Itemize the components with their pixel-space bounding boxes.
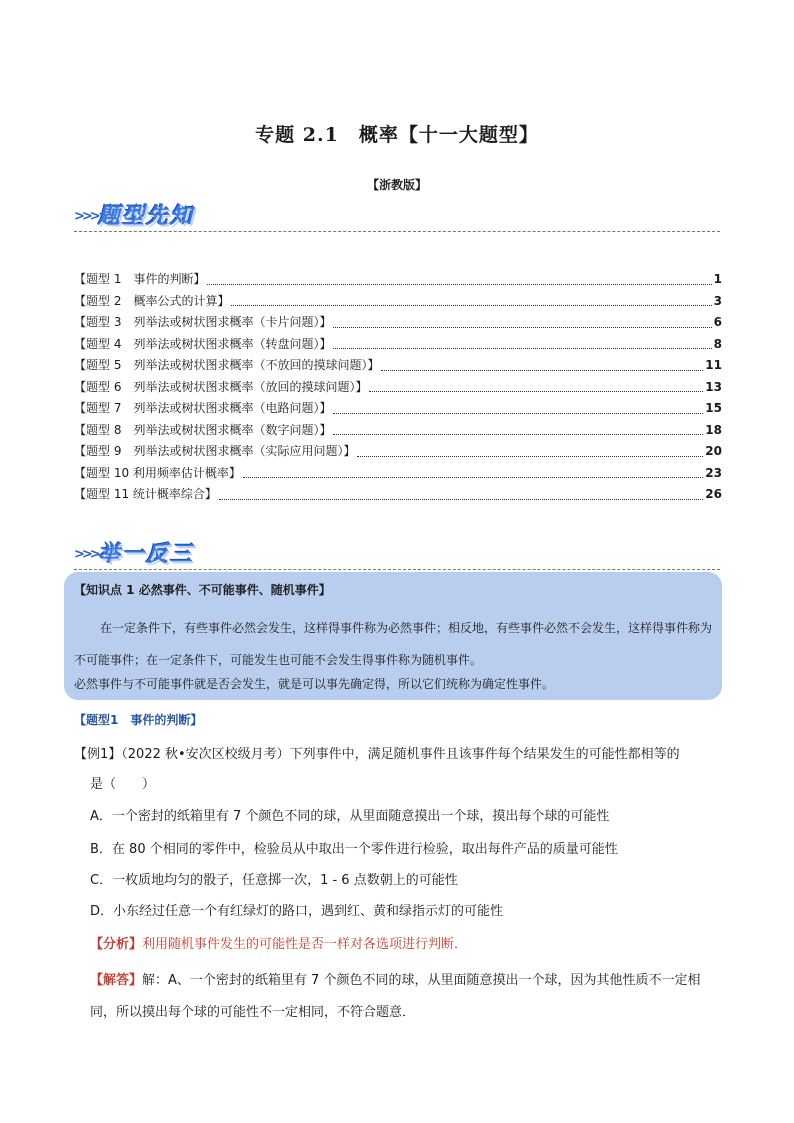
toc-item-label: 【题型 8 列举法或树状图求概率（数字问题）】 — [74, 422, 332, 437]
toc-leader — [333, 412, 703, 414]
knowledge-title: 【知识点 1 必然事件、不可能事件、随机事件】 — [74, 583, 331, 597]
toc-leader — [333, 433, 703, 435]
knowledge-paragraph: 在一定条件下，有些事件必然会发生，这样得事件称为必然事件；相反地，有些事件必然不会发生，这样得事件称为不可能事件；在一定条件下，可能发生也可能不会发生得事件称为随机事件。 — [74, 621, 713, 667]
toc-item[interactable] — [74, 270, 722, 292]
toc-leader — [231, 304, 711, 306]
toc-item[interactable] — [74, 313, 722, 335]
analysis-label: 【分析】 — [90, 937, 143, 952]
chevron-icon: >>> — [74, 547, 98, 562]
toc-leader — [207, 283, 711, 285]
toc-item[interactable] — [74, 421, 722, 443]
toc-leader — [333, 326, 711, 328]
section-heading: 【题型1 事件的判断】 — [74, 713, 203, 727]
answer-label: 【解答】 — [90, 973, 143, 988]
toc-item[interactable] — [74, 442, 722, 464]
toc-item-label: 【题型 6 列举法或树状图求概率（放回的摸球问题）】 — [74, 379, 368, 394]
toc-item-label: 【题型 9 列举法或树状图求概率（实际应用问题）】 — [74, 444, 356, 458]
option-b: B．在 80 个相同的零件中，检验员从中取出一个零件进行检验，取出每件产品的质量可能性 — [90, 842, 618, 857]
option-c: C．一枚质地均匀的骰子，任意掷一次，1 - 6 点数朝上的可能性 — [90, 873, 458, 888]
chevron-icon: >>> — [74, 209, 98, 224]
toc-item-page: 18 — [705, 422, 722, 437]
toc-leader — [369, 390, 703, 392]
toc-item-label: 【题型 1 事件的判断】 — [74, 272, 206, 286]
toc-item-page: 23 — [705, 465, 722, 480]
toc-item-page: 3 — [713, 293, 722, 308]
toc-item-label: 【题型 11 统计概率综合】 — [74, 487, 217, 501]
page-title: 专题 2.1 概率【十一大题型】 — [255, 124, 539, 146]
toc-item-label: 【题型 2 概率公式的计算】 — [74, 293, 230, 308]
toc-item-label: 【题型 7 列举法或树状图求概率（电路问题）】 — [74, 401, 332, 415]
knowledge-paragraph-2: 必然事件与不可能事件就是否会发生，就是可以事先确定得，所以它们统称为确定性事件。 — [74, 677, 555, 691]
toc-item[interactable] — [74, 378, 722, 400]
banner-question-types — [74, 196, 720, 232]
analysis — [90, 933, 467, 952]
toc-item-label: 【题型 4 列举法或树状图求概率（转盘问题）】 — [74, 336, 332, 351]
toc-item-page: 1 — [713, 272, 722, 286]
banner-title: 举一反三 — [98, 542, 195, 567]
toc-item-page: 6 — [713, 315, 722, 329]
toc-item[interactable] — [74, 356, 722, 378]
table-of-contents — [74, 270, 722, 507]
toc-item-page: 15 — [705, 401, 722, 415]
knowledge-point-box — [64, 572, 722, 700]
example-cont: 是（ ） — [90, 777, 156, 792]
toc-item[interactable] — [74, 399, 722, 421]
answer-text: 解：A、一个密封的纸箱里有 7 个颜色不同的球，从里面随意摸出一个球，因为其他性质不一定相同，所以摸出每个球的可能性不一定相同，不符合题意． — [90, 973, 701, 1020]
banner-title: 题型先知 — [98, 204, 195, 229]
dashed-divider — [74, 569, 720, 570]
banner-examples — [74, 534, 720, 570]
toc-leader — [243, 476, 703, 478]
example-lead: 【例1】（2022 秋•安次区校级月考）下列事件中，满足随机事件且该事件每个结果发生的可能性都相等的 — [74, 747, 680, 762]
toc-item-page: 20 — [705, 444, 722, 458]
option-d: D．小东经过任意一个有红绿灯的路口，遇到红、黄和绿指示灯的可能性 — [90, 904, 504, 919]
toc-item[interactable] — [74, 485, 722, 507]
analysis-text: 利用随机事件发生的可能性是否一样对各选项进行判断． — [142, 937, 468, 952]
toc-item-label: 【题型 10 利用频率估计概率】 — [74, 465, 241, 480]
toc-item-page: 26 — [705, 487, 722, 501]
toc-item-page: 8 — [713, 336, 722, 351]
toc-leader — [333, 347, 711, 349]
toc-item[interactable] — [74, 464, 722, 486]
toc-item[interactable] — [74, 335, 722, 357]
edition-label: 【浙教版】 — [366, 178, 427, 192]
toc-item[interactable] — [74, 292, 722, 314]
toc-leader — [219, 498, 703, 500]
toc-item-label: 【题型 3 列举法或树状图求概率（卡片问题）】 — [74, 315, 332, 329]
toc-item-label: 【题型 5 列举法或树状图求概率（不放回的摸球问题）】 — [74, 358, 380, 372]
example-question — [74, 740, 724, 800]
toc-leader — [357, 455, 703, 457]
option-a: A．一个密封的纸箱里有 7 个颜色不同的球，从里面随意摸出一个球，摸出每个球的可能性 — [90, 809, 610, 824]
dashed-divider — [74, 231, 720, 232]
toc-item-page: 11 — [705, 358, 722, 372]
toc-leader — [381, 369, 703, 371]
answer — [90, 965, 724, 1029]
toc-item-page: 13 — [705, 379, 722, 394]
